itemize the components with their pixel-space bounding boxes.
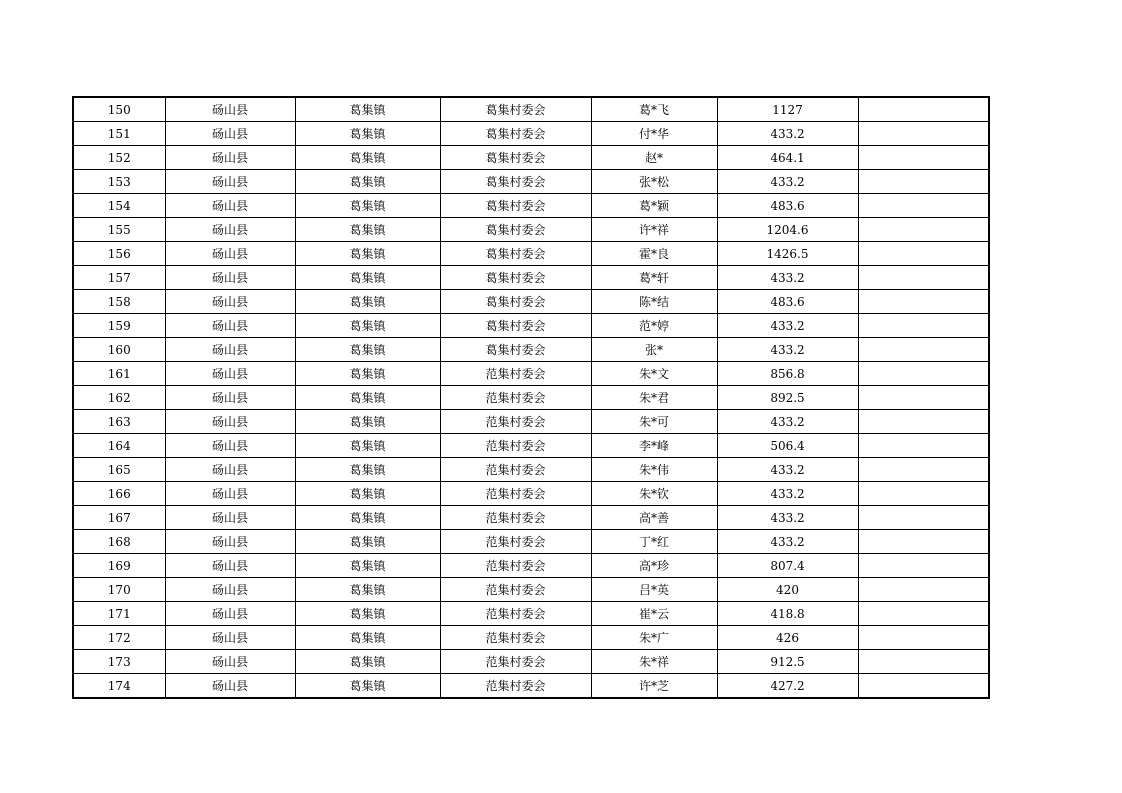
- town-cell: 葛集镇: [295, 650, 440, 674]
- row-number-cell: 153: [73, 170, 165, 194]
- town-cell: 葛集镇: [295, 314, 440, 338]
- row-number-cell: 155: [73, 218, 165, 242]
- name-cell: 吕*英: [591, 578, 717, 602]
- remark-cell: [858, 218, 989, 242]
- name-cell: 丁*红: [591, 530, 717, 554]
- amount-cell: 426: [717, 626, 858, 650]
- amount-cell: 506.4: [717, 434, 858, 458]
- row-number-cell: 159: [73, 314, 165, 338]
- village-committee-cell: 范集村委会: [440, 458, 591, 482]
- remark-cell: [858, 314, 989, 338]
- county-cell: 砀山县: [165, 530, 295, 554]
- row-number-cell: 171: [73, 602, 165, 626]
- village-committee-cell: 葛集村委会: [440, 122, 591, 146]
- town-cell: 葛集镇: [295, 218, 440, 242]
- amount-cell: 1127: [717, 97, 858, 122]
- name-cell: 葛*轩: [591, 266, 717, 290]
- row-number-cell: 163: [73, 410, 165, 434]
- row-number-cell: 170: [73, 578, 165, 602]
- county-cell: 砀山县: [165, 482, 295, 506]
- village-committee-cell: 范集村委会: [440, 554, 591, 578]
- name-cell: 高*善: [591, 506, 717, 530]
- remark-cell: [858, 266, 989, 290]
- town-cell: 葛集镇: [295, 626, 440, 650]
- remark-cell: [858, 578, 989, 602]
- county-cell: 砀山县: [165, 434, 295, 458]
- row-number-cell: 162: [73, 386, 165, 410]
- town-cell: 葛集镇: [295, 242, 440, 266]
- amount-cell: 420: [717, 578, 858, 602]
- amount-cell: 418.8: [717, 602, 858, 626]
- county-cell: 砀山县: [165, 602, 295, 626]
- name-cell: 朱*可: [591, 410, 717, 434]
- town-cell: 葛集镇: [295, 290, 440, 314]
- table-row: [73, 578, 989, 602]
- county-cell: 砀山县: [165, 194, 295, 218]
- amount-cell: 433.2: [717, 410, 858, 434]
- village-committee-cell: 范集村委会: [440, 578, 591, 602]
- table-row: [73, 554, 989, 578]
- name-cell: 朱*君: [591, 386, 717, 410]
- village-committee-cell: 葛集村委会: [440, 314, 591, 338]
- county-cell: 砀山县: [165, 578, 295, 602]
- village-committee-cell: 范集村委会: [440, 362, 591, 386]
- row-number-cell: 165: [73, 458, 165, 482]
- county-cell: 砀山县: [165, 386, 295, 410]
- name-cell: 霍*良: [591, 242, 717, 266]
- amount-cell: 433.2: [717, 338, 858, 362]
- town-cell: 葛集镇: [295, 602, 440, 626]
- table-row: [73, 410, 989, 434]
- row-number-cell: 154: [73, 194, 165, 218]
- row-number-cell: 157: [73, 266, 165, 290]
- row-number-cell: 172: [73, 626, 165, 650]
- county-cell: 砀山县: [165, 506, 295, 530]
- name-cell: 付*华: [591, 122, 717, 146]
- town-cell: 葛集镇: [295, 194, 440, 218]
- name-cell: 朱*祥: [591, 650, 717, 674]
- county-cell: 砀山县: [165, 242, 295, 266]
- amount-cell: 433.2: [717, 458, 858, 482]
- town-cell: 葛集镇: [295, 170, 440, 194]
- amount-cell: 464.1: [717, 146, 858, 170]
- amount-cell: 433.2: [717, 482, 858, 506]
- county-cell: 砀山县: [165, 266, 295, 290]
- town-cell: 葛集镇: [295, 410, 440, 434]
- table-row: [73, 602, 989, 626]
- name-cell: 范*婷: [591, 314, 717, 338]
- row-number-cell: 166: [73, 482, 165, 506]
- name-cell: 陈*结: [591, 290, 717, 314]
- remark-cell: [858, 242, 989, 266]
- amount-cell: 427.2: [717, 674, 858, 699]
- table-row: [73, 626, 989, 650]
- name-cell: 赵*: [591, 146, 717, 170]
- row-number-cell: 168: [73, 530, 165, 554]
- name-cell: 朱*伟: [591, 458, 717, 482]
- remark-cell: [858, 602, 989, 626]
- town-cell: 葛集镇: [295, 338, 440, 362]
- amount-cell: 433.2: [717, 530, 858, 554]
- village-committee-cell: 葛集村委会: [440, 194, 591, 218]
- remark-cell: [858, 122, 989, 146]
- county-cell: 砀山县: [165, 362, 295, 386]
- village-committee-cell: 范集村委会: [440, 602, 591, 626]
- county-cell: 砀山县: [165, 626, 295, 650]
- county-cell: 砀山县: [165, 122, 295, 146]
- town-cell: 葛集镇: [295, 506, 440, 530]
- town-cell: 葛集镇: [295, 482, 440, 506]
- town-cell: 葛集镇: [295, 434, 440, 458]
- village-committee-cell: 葛集村委会: [440, 338, 591, 362]
- amount-cell: 433.2: [717, 314, 858, 338]
- table-row: [73, 458, 989, 482]
- table-row: [73, 314, 989, 338]
- name-cell: 李*峰: [591, 434, 717, 458]
- remark-cell: [858, 434, 989, 458]
- village-committee-cell: 葛集村委会: [440, 290, 591, 314]
- table-row: [73, 194, 989, 218]
- remark-cell: [858, 170, 989, 194]
- remark-cell: [858, 482, 989, 506]
- row-number-cell: 158: [73, 290, 165, 314]
- table-row: [73, 650, 989, 674]
- town-cell: 葛集镇: [295, 386, 440, 410]
- name-cell: 葛*飞: [591, 97, 717, 122]
- town-cell: 葛集镇: [295, 458, 440, 482]
- remark-cell: [858, 458, 989, 482]
- row-number-cell: 173: [73, 650, 165, 674]
- name-cell: 朱*文: [591, 362, 717, 386]
- town-cell: 葛集镇: [295, 554, 440, 578]
- row-number-cell: 160: [73, 338, 165, 362]
- name-cell: 高*珍: [591, 554, 717, 578]
- village-committee-cell: 葛集村委会: [440, 266, 591, 290]
- county-cell: 砀山县: [165, 146, 295, 170]
- town-cell: 葛集镇: [295, 146, 440, 170]
- remark-cell: [858, 410, 989, 434]
- table-row: [73, 266, 989, 290]
- table-row: [73, 434, 989, 458]
- table-row: [73, 338, 989, 362]
- town-cell: 葛集镇: [295, 530, 440, 554]
- village-committee-cell: 范集村委会: [440, 506, 591, 530]
- village-committee-cell: 范集村委会: [440, 626, 591, 650]
- amount-cell: 433.2: [717, 266, 858, 290]
- county-cell: 砀山县: [165, 650, 295, 674]
- town-cell: 葛集镇: [295, 578, 440, 602]
- remark-cell: [858, 97, 989, 122]
- remark-cell: [858, 554, 989, 578]
- remark-cell: [858, 386, 989, 410]
- county-cell: 砀山县: [165, 410, 295, 434]
- name-cell: 朱*广: [591, 626, 717, 650]
- remark-cell: [858, 530, 989, 554]
- table-row: [73, 482, 989, 506]
- table-row: [73, 218, 989, 242]
- name-cell: 朱*钦: [591, 482, 717, 506]
- row-number-cell: 161: [73, 362, 165, 386]
- row-number-cell: 156: [73, 242, 165, 266]
- row-number-cell: 150: [73, 97, 165, 122]
- table-row: [73, 146, 989, 170]
- name-cell: 许*祥: [591, 218, 717, 242]
- table-row: [73, 97, 989, 122]
- remark-cell: [858, 146, 989, 170]
- amount-cell: 1204.6: [717, 218, 858, 242]
- amount-cell: 483.6: [717, 194, 858, 218]
- county-cell: 砀山县: [165, 290, 295, 314]
- data-table: [72, 96, 990, 699]
- amount-cell: 892.5: [717, 386, 858, 410]
- amount-cell: 856.8: [717, 362, 858, 386]
- remark-cell: [858, 650, 989, 674]
- name-cell: 葛*颖: [591, 194, 717, 218]
- name-cell: 张*松: [591, 170, 717, 194]
- row-number-cell: 167: [73, 506, 165, 530]
- table-row: [73, 674, 989, 699]
- county-cell: 砀山县: [165, 314, 295, 338]
- county-cell: 砀山县: [165, 338, 295, 362]
- county-cell: 砀山县: [165, 554, 295, 578]
- remark-cell: [858, 506, 989, 530]
- county-cell: 砀山县: [165, 218, 295, 242]
- table-row: [73, 386, 989, 410]
- town-cell: 葛集镇: [295, 674, 440, 699]
- amount-cell: 433.2: [717, 122, 858, 146]
- table-row: [73, 362, 989, 386]
- row-number-cell: 152: [73, 146, 165, 170]
- village-committee-cell: 范集村委会: [440, 650, 591, 674]
- remark-cell: [858, 338, 989, 362]
- town-cell: 葛集镇: [295, 266, 440, 290]
- remark-cell: [858, 194, 989, 218]
- village-committee-cell: 葛集村委会: [440, 97, 591, 122]
- row-number-cell: 164: [73, 434, 165, 458]
- town-cell: 葛集镇: [295, 362, 440, 386]
- table-row: [73, 530, 989, 554]
- village-committee-cell: 范集村委会: [440, 530, 591, 554]
- remark-cell: [858, 362, 989, 386]
- row-number-cell: 169: [73, 554, 165, 578]
- village-committee-cell: 范集村委会: [440, 482, 591, 506]
- town-cell: 葛集镇: [295, 122, 440, 146]
- name-cell: 张*: [591, 338, 717, 362]
- table-row: [73, 242, 989, 266]
- county-cell: 砀山县: [165, 97, 295, 122]
- village-committee-cell: 范集村委会: [440, 434, 591, 458]
- row-number-cell: 151: [73, 122, 165, 146]
- table-row: [73, 122, 989, 146]
- remark-cell: [858, 674, 989, 699]
- amount-cell: 1426.5: [717, 242, 858, 266]
- village-committee-cell: 葛集村委会: [440, 170, 591, 194]
- table-row: [73, 170, 989, 194]
- village-committee-cell: 葛集村委会: [440, 242, 591, 266]
- amount-cell: 483.6: [717, 290, 858, 314]
- remark-cell: [858, 626, 989, 650]
- county-cell: 砀山县: [165, 458, 295, 482]
- table-row: [73, 290, 989, 314]
- village-committee-cell: 葛集村委会: [440, 146, 591, 170]
- amount-cell: 912.5: [717, 650, 858, 674]
- table-row: [73, 506, 989, 530]
- county-cell: 砀山县: [165, 674, 295, 699]
- county-cell: 砀山县: [165, 170, 295, 194]
- row-number-cell: 174: [73, 674, 165, 699]
- name-cell: 许*芝: [591, 674, 717, 699]
- table-body: [73, 97, 989, 698]
- amount-cell: 433.2: [717, 506, 858, 530]
- village-committee-cell: 范集村委会: [440, 386, 591, 410]
- name-cell: 崔*云: [591, 602, 717, 626]
- amount-cell: 807.4: [717, 554, 858, 578]
- village-committee-cell: 葛集村委会: [440, 218, 591, 242]
- village-committee-cell: 范集村委会: [440, 410, 591, 434]
- remark-cell: [858, 290, 989, 314]
- town-cell: 葛集镇: [295, 97, 440, 122]
- amount-cell: 433.2: [717, 170, 858, 194]
- village-committee-cell: 范集村委会: [440, 674, 591, 699]
